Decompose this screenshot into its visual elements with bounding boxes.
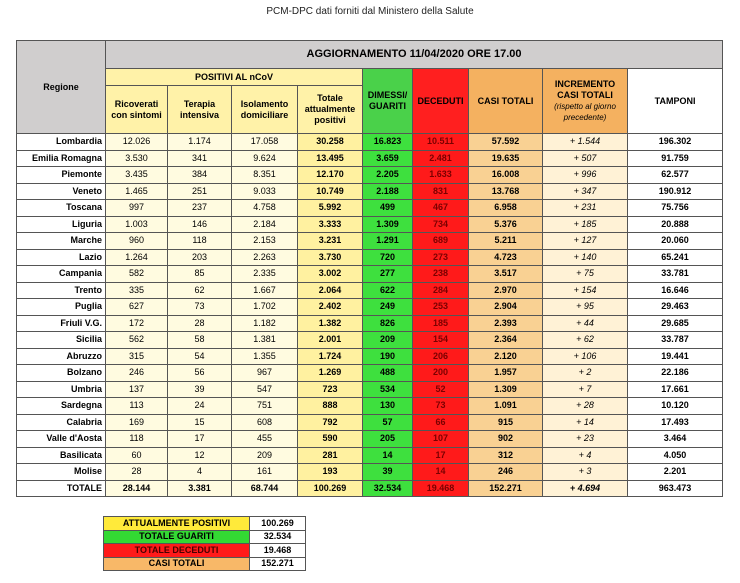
summary-row [104,557,306,571]
cell-casi: 902 [469,431,543,448]
cell-ricoverati: 315 [106,348,168,365]
table-row [17,398,723,415]
cell-deceduti: 19.468 [413,480,469,497]
cell-ricoverati: 1.465 [106,183,168,200]
cell-isolamento: 4.758 [232,200,298,217]
cell-dimessi: 209 [363,332,413,349]
cell-regione: Trento [17,282,106,299]
cell-totale: 1.382 [298,315,363,332]
cell-tamponi: 17.661 [628,381,723,398]
table-row [17,414,723,431]
table-row [17,480,723,497]
summary-row [104,517,306,531]
cell-totale: 792 [298,414,363,431]
cell-isolamento: 1.355 [232,348,298,365]
header-casi-totali: CASI TOTALI [469,69,543,134]
cell-isolamento: 2.153 [232,233,298,250]
table-body [17,134,723,497]
cell-totale: 30.258 [298,134,363,151]
cell-ricoverati: 3.530 [106,150,168,167]
cell-deceduti: 154 [413,332,469,349]
cell-regione: Sicilia [17,332,106,349]
cell-terapia: 384 [168,167,232,184]
cell-isolamento: 1.182 [232,315,298,332]
cell-regione: Umbria [17,381,106,398]
cell-dimessi: 190 [363,348,413,365]
cell-ricoverati: 562 [106,332,168,349]
cell-regione: Toscana [17,200,106,217]
cell-ricoverati: 582 [106,266,168,283]
cell-totale: 193 [298,464,363,481]
cell-deceduti: 253 [413,299,469,316]
cell-dimessi: 205 [363,431,413,448]
cell-incremento: + 44 [543,315,628,332]
cell-deceduti: 200 [413,365,469,382]
cell-ricoverati: 246 [106,365,168,382]
header-tamponi: TAMPONI [628,69,723,134]
cell-dimessi: 2.205 [363,167,413,184]
header-dimessi: DIMESSI/ GUARITI [363,69,413,134]
table-row [17,365,723,382]
cell-regione: Abruzzo [17,348,106,365]
cell-regione: Liguria [17,216,106,233]
cell-tamponi: 29.463 [628,299,723,316]
cell-incremento: + 28 [543,398,628,415]
cell-ricoverati: 3.435 [106,167,168,184]
summary-value: 32.534 [250,530,306,544]
cell-isolamento: 9.033 [232,183,298,200]
table-row [17,464,723,481]
cell-dimessi: 39 [363,464,413,481]
summary-label: TOTALE GUARITI [104,530,250,544]
header-incremento-label: INCREMENTO CASI TOTALI [554,79,616,100]
cell-terapia: 28 [168,315,232,332]
cell-dimessi: 14 [363,447,413,464]
cell-terapia: 17 [168,431,232,448]
summary-row [104,530,306,544]
cell-isolamento: 608 [232,414,298,431]
cell-ricoverati: 137 [106,381,168,398]
cell-casi: 19.635 [469,150,543,167]
cell-regione: Veneto [17,183,106,200]
summary-value: 19.468 [250,544,306,558]
cell-regione: Calabria [17,414,106,431]
cell-deceduti: 273 [413,249,469,266]
cell-totale: 3.231 [298,233,363,250]
cell-tamponi: 33.781 [628,266,723,283]
cell-isolamento: 8.351 [232,167,298,184]
cell-isolamento: 1.381 [232,332,298,349]
cell-casi: 312 [469,447,543,464]
cell-totale: 590 [298,431,363,448]
cell-deceduti: 17 [413,447,469,464]
cell-ricoverati: 118 [106,431,168,448]
cell-deceduti: 185 [413,315,469,332]
cell-dimessi: 32.534 [363,480,413,497]
cell-tamponi: 3.464 [628,431,723,448]
cell-isolamento: 455 [232,431,298,448]
cell-deceduti: 14 [413,464,469,481]
table-row [17,216,723,233]
cell-terapia: 58 [168,332,232,349]
cell-ricoverati: 335 [106,282,168,299]
cell-ricoverati: 1.003 [106,216,168,233]
cell-tamponi: 196.302 [628,134,723,151]
cell-tamponi: 33.787 [628,332,723,349]
cell-regione: Friuli V.G. [17,315,106,332]
cell-deceduti: 831 [413,183,469,200]
cell-terapia: 3.381 [168,480,232,497]
cell-regione: Lazio [17,249,106,266]
cell-incremento: + 996 [543,167,628,184]
cell-regione: Bolzano [17,365,106,382]
cell-deceduti: 52 [413,381,469,398]
cell-incremento: + 95 [543,299,628,316]
cell-deceduti: 238 [413,266,469,283]
cell-dimessi: 57 [363,414,413,431]
cell-tamponi: 4.050 [628,447,723,464]
cell-regione: Basilicata [17,447,106,464]
cell-casi: 2.970 [469,282,543,299]
cell-regione: Molise [17,464,106,481]
cell-ricoverati: 12.026 [106,134,168,151]
cell-tamponi: 22.186 [628,365,723,382]
cell-dimessi: 2.188 [363,183,413,200]
cell-isolamento: 2.184 [232,216,298,233]
cell-deceduti: 467 [413,200,469,217]
cell-regione: Puglia [17,299,106,316]
cell-dimessi: 499 [363,200,413,217]
cell-deceduti: 284 [413,282,469,299]
cell-deceduti: 66 [413,414,469,431]
cell-terapia: 24 [168,398,232,415]
cell-casi: 2.120 [469,348,543,365]
cell-dimessi: 1.291 [363,233,413,250]
cell-totale: 2.402 [298,299,363,316]
cell-totale: 10.749 [298,183,363,200]
cell-totale: 2.001 [298,332,363,349]
cell-regione: Marche [17,233,106,250]
cell-isolamento: 1.702 [232,299,298,316]
cell-totale: 1.269 [298,365,363,382]
cell-casi: 1.957 [469,365,543,382]
summary-body [104,517,306,571]
cell-terapia: 56 [168,365,232,382]
cell-casi: 3.517 [469,266,543,283]
table-row [17,447,723,464]
cell-deceduti: 73 [413,398,469,415]
cell-casi: 2.904 [469,299,543,316]
cell-casi: 152.271 [469,480,543,497]
table-row [17,150,723,167]
table-row [17,332,723,349]
table-row [17,183,723,200]
cell-casi: 246 [469,464,543,481]
cell-regione: Campania [17,266,106,283]
cell-casi: 1.091 [469,398,543,415]
cell-ricoverati: 28 [106,464,168,481]
summary-row [104,544,306,558]
cell-terapia: 251 [168,183,232,200]
cell-incremento: + 231 [543,200,628,217]
cell-incremento: + 185 [543,216,628,233]
cell-dimessi: 1.309 [363,216,413,233]
cell-tamponi: 62.577 [628,167,723,184]
cell-dimessi: 720 [363,249,413,266]
cell-deceduti: 734 [413,216,469,233]
cell-isolamento: 9.624 [232,150,298,167]
cell-totale: 13.495 [298,150,363,167]
cell-dimessi: 130 [363,398,413,415]
update-title: AGGIORNAMENTO 11/04/2020 ORE 17.00 [106,41,723,69]
cell-ricoverati: 28.144 [106,480,168,497]
cell-totale: 2.064 [298,282,363,299]
cell-totale: 281 [298,447,363,464]
cell-totale: 3.730 [298,249,363,266]
cell-tamponi: 2.201 [628,464,723,481]
cell-regione: Piemonte [17,167,106,184]
cell-terapia: 1.174 [168,134,232,151]
cell-tamponi: 29.685 [628,315,723,332]
table-row [17,348,723,365]
cell-dimessi: 16.823 [363,134,413,151]
cell-casi: 2.393 [469,315,543,332]
cell-terapia: 237 [168,200,232,217]
cell-totale: 3.333 [298,216,363,233]
table-row [17,249,723,266]
cell-casi: 915 [469,414,543,431]
table-row [17,167,723,184]
cell-isolamento: 751 [232,398,298,415]
summary-value: 100.269 [250,517,306,531]
cell-tamponi: 16.646 [628,282,723,299]
cell-incremento: + 75 [543,266,628,283]
cell-terapia: 73 [168,299,232,316]
cell-regione: Sardegna [17,398,106,415]
cell-ricoverati: 113 [106,398,168,415]
cell-regione: TOTALE [17,480,106,497]
cell-casi: 5.211 [469,233,543,250]
cell-isolamento: 209 [232,447,298,464]
header-totale-positivi: Totale attualmente positivi [298,86,363,134]
cell-casi: 13.768 [469,183,543,200]
cell-casi: 57.592 [469,134,543,151]
page-caption: PCM-DPC dati forniti dal Ministero della Salute [266,6,474,17]
cell-regione: Lombardia [17,134,106,151]
cell-tamponi: 75.756 [628,200,723,217]
cell-tamponi: 20.060 [628,233,723,250]
cell-tamponi: 17.493 [628,414,723,431]
summary-label: CASI TOTALI [104,557,250,571]
table-row [17,266,723,283]
cell-tamponi: 963.473 [628,480,723,497]
cell-casi: 2.364 [469,332,543,349]
header-deceduti: DECEDUTI [413,69,469,134]
cell-deceduti: 206 [413,348,469,365]
cell-dimessi: 534 [363,381,413,398]
cell-terapia: 146 [168,216,232,233]
cell-isolamento: 547 [232,381,298,398]
cell-dimessi: 3.659 [363,150,413,167]
cell-isolamento: 967 [232,365,298,382]
cell-totale: 888 [298,398,363,415]
cell-incremento: + 347 [543,183,628,200]
cell-ricoverati: 172 [106,315,168,332]
cell-casi: 6.958 [469,200,543,217]
cell-ricoverati: 169 [106,414,168,431]
cell-terapia: 39 [168,381,232,398]
cell-terapia: 12 [168,447,232,464]
cell-dimessi: 249 [363,299,413,316]
cell-incremento: + 127 [543,233,628,250]
header-terapia: Terapia intensiva [168,86,232,134]
cell-casi: 1.309 [469,381,543,398]
table-row [17,200,723,217]
cell-isolamento: 2.335 [232,266,298,283]
cell-terapia: 85 [168,266,232,283]
cell-incremento: + 2 [543,365,628,382]
cell-deceduti: 1.633 [413,167,469,184]
cell-totale: 12.170 [298,167,363,184]
cell-terapia: 4 [168,464,232,481]
cell-tamponi: 10.120 [628,398,723,415]
cell-isolamento: 161 [232,464,298,481]
cell-incremento: + 3 [543,464,628,481]
cell-terapia: 118 [168,233,232,250]
cell-incremento: + 62 [543,332,628,349]
header-positivi-group: POSITIVI AL nCoV [106,69,363,86]
cell-incremento: + 154 [543,282,628,299]
cell-tamponi: 190.912 [628,183,723,200]
cell-tamponi: 20.888 [628,216,723,233]
cell-terapia: 203 [168,249,232,266]
cell-incremento: + 7 [543,381,628,398]
cell-totale: 100.269 [298,480,363,497]
table-row [17,381,723,398]
cell-totale: 5.992 [298,200,363,217]
cell-incremento: + 507 [543,150,628,167]
cell-incremento: + 106 [543,348,628,365]
cell-tamponi: 19.441 [628,348,723,365]
cell-ricoverati: 1.264 [106,249,168,266]
table-row [17,233,723,250]
cell-terapia: 15 [168,414,232,431]
cell-regione: Valle d'Aosta [17,431,106,448]
summary-value: 152.271 [250,557,306,571]
cell-totale: 1.724 [298,348,363,365]
summary-table [103,516,306,571]
cell-isolamento: 1.667 [232,282,298,299]
cell-isolamento: 2.263 [232,249,298,266]
table-row [17,134,723,151]
header-ricoverati: Ricoverati con sintomi [106,86,168,134]
cell-totale: 723 [298,381,363,398]
cell-dimessi: 622 [363,282,413,299]
cell-ricoverati: 997 [106,200,168,217]
header-regione: Regione [17,41,106,134]
table-row [17,282,723,299]
cell-totale: 3.002 [298,266,363,283]
summary-label: TOTALE DECEDUTI [104,544,250,558]
cell-casi: 4.723 [469,249,543,266]
table-row [17,431,723,448]
table-row [17,299,723,316]
cell-casi: 16.008 [469,167,543,184]
cell-ricoverati: 960 [106,233,168,250]
header-isolamento: Isolamento domiciliare [232,86,298,134]
regional-data-table [16,40,723,497]
header-incremento [543,69,628,134]
cell-incremento: + 14 [543,414,628,431]
cell-regione: Emilia Romagna [17,150,106,167]
cell-tamponi: 91.759 [628,150,723,167]
cell-ricoverati: 60 [106,447,168,464]
cell-dimessi: 488 [363,365,413,382]
cell-ricoverati: 627 [106,299,168,316]
cell-terapia: 54 [168,348,232,365]
cell-incremento: + 4.694 [543,480,628,497]
cell-deceduti: 107 [413,431,469,448]
cell-incremento: + 140 [543,249,628,266]
cell-deceduti: 689 [413,233,469,250]
cell-deceduti: 2.481 [413,150,469,167]
cell-terapia: 62 [168,282,232,299]
cell-deceduti: 10.511 [413,134,469,151]
cell-isolamento: 17.058 [232,134,298,151]
cell-isolamento: 68.744 [232,480,298,497]
summary-label: ATTUALMENTE POSITIVI [104,517,250,531]
cell-incremento: + 4 [543,447,628,464]
header-incremento-note: (rispetto al giorno precedente) [554,102,616,122]
cell-incremento: + 1.544 [543,134,628,151]
cell-dimessi: 277 [363,266,413,283]
cell-incremento: + 23 [543,431,628,448]
table-row [17,315,723,332]
cell-tamponi: 65.241 [628,249,723,266]
cell-dimessi: 826 [363,315,413,332]
cell-terapia: 341 [168,150,232,167]
cell-casi: 5.376 [469,216,543,233]
